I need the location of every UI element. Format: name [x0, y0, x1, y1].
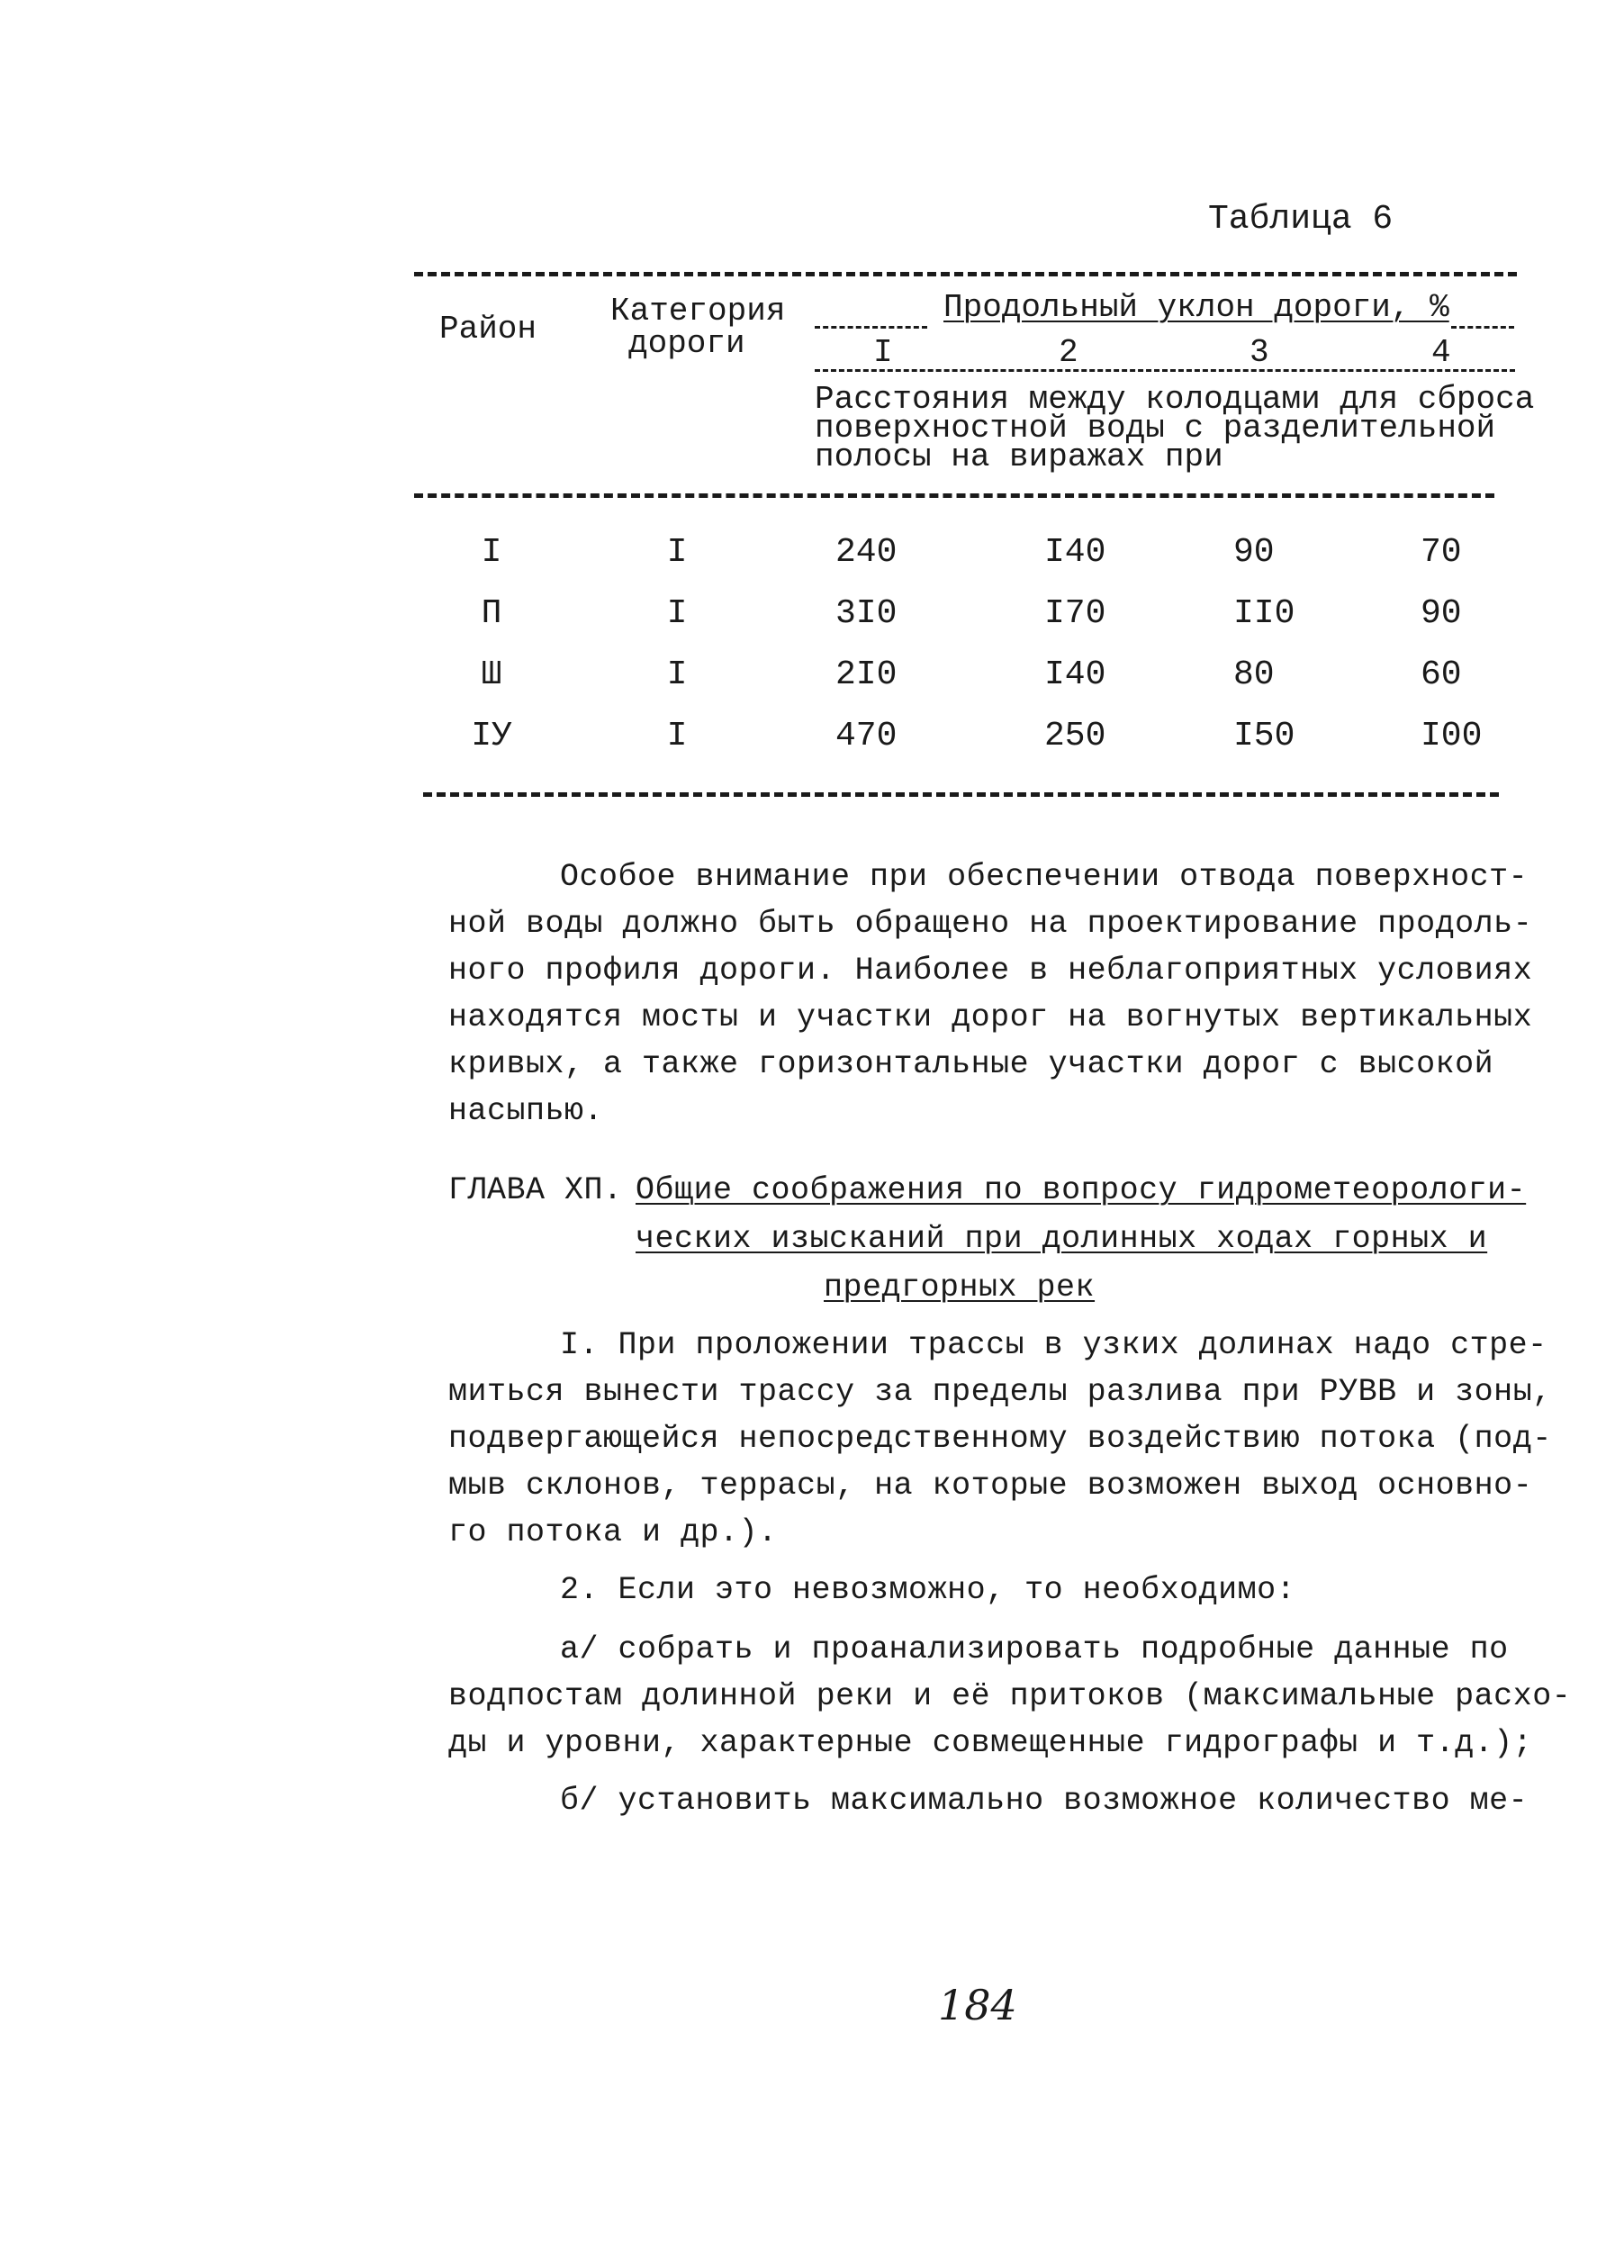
cell-region: П	[481, 594, 502, 633]
cell-region: I	[481, 533, 502, 572]
table-caption: Таблица 6	[1208, 200, 1394, 239]
text-line: кривых, а также горизонтальные участки дорог с высокой	[448, 1046, 1494, 1082]
header-category-line2: дороги	[628, 325, 745, 362]
cell-value: 70	[1421, 533, 1462, 572]
cell-value: 250	[1044, 717, 1106, 755]
header-category-line1: Категория	[610, 293, 786, 330]
header-slope-3: 3	[1250, 334, 1269, 371]
paragraph-item-2b: б/ установить максимально возможное количество ме-	[560, 1783, 1529, 1819]
text-line: подвергающейся непосредственному воздействию потока (под-	[448, 1421, 1552, 1457]
header-distance-line2: поверхностной воды с разделительной	[815, 410, 1496, 447]
header-distance-line3: полосы на виражах при	[815, 438, 1223, 475]
chapter-title-line2: ческих изысканий при долинных ходах горных и	[636, 1221, 1488, 1257]
chapter-title-line3: предгорных рек	[824, 1270, 1096, 1306]
table-top-rule	[414, 272, 1517, 276]
cell-value: I70	[1044, 594, 1106, 633]
cell-value: 90	[1233, 533, 1275, 572]
header-distance-line1: Расстояния между колодцами для сброса	[815, 381, 1535, 418]
header-slope-2: 2	[1059, 334, 1078, 371]
header-slope-group: Продольный уклон дороги, %	[943, 289, 1449, 326]
cell-value: 240	[835, 533, 898, 572]
cell-region: Ш	[481, 655, 502, 694]
header-region: Район	[439, 311, 537, 348]
slope-header-rule	[815, 369, 1515, 372]
page-number: 184	[938, 1981, 1017, 2029]
text-line: го потока и др.).	[448, 1514, 778, 1550]
header-slope-4: 4	[1431, 334, 1451, 371]
text-line: ной воды должно быть обращено на проектирование продоль-	[448, 906, 1533, 942]
cell-value: 3I0	[835, 594, 898, 633]
cell-value: 60	[1421, 655, 1462, 694]
cell-value: I40	[1044, 655, 1106, 694]
cell-category: I	[666, 655, 688, 694]
paragraph-item-2: 2. Если это невозможно, то необходимо:	[560, 1572, 1296, 1608]
group-header-dash-right	[1451, 326, 1514, 329]
text-line: ды и уровни, характерные совмещенные гидрографы и т.д.);	[448, 1725, 1533, 1761]
group-header-dash-left	[815, 326, 927, 329]
cell-value: II0	[1233, 594, 1295, 633]
cell-category: I	[666, 533, 688, 572]
cell-value: 2I0	[835, 655, 898, 694]
cell-value: I00	[1421, 717, 1483, 755]
cell-value: I50	[1233, 717, 1295, 755]
text-line: водпостам долинной реки и её притоков (максимальные расхо-	[448, 1678, 1572, 1714]
text-line: Особое внимание при обеспечении отвода поверхност-	[560, 859, 1529, 895]
chapter-label: ГЛАВА ХП.	[448, 1172, 623, 1208]
cell-value: I40	[1044, 533, 1106, 572]
cell-value: 90	[1421, 594, 1462, 633]
text-line: миться вынести трассу за пределы разлива при РУВВ и зоны,	[448, 1374, 1552, 1410]
header-slope-1: I	[873, 334, 893, 371]
text-line: ного профиля дороги. Наиболее в неблагоприятных условиях	[448, 953, 1533, 989]
chapter-title-line1: Общие соображения по вопросу гидрометеорологи-	[636, 1172, 1527, 1208]
text-line: I. При проложении трассы в узких долинах надо стре-	[560, 1327, 1547, 1363]
text-line: насыпью.	[448, 1093, 604, 1129]
cell-value: 470	[835, 717, 898, 755]
cell-category: I	[666, 717, 688, 755]
text-line: мыв склонов, террасы, на которые возможен выход основно-	[448, 1468, 1533, 1504]
cell-value: 80	[1233, 655, 1275, 694]
header-bottom-rule	[414, 493, 1494, 498]
text-line: а/ собрать и проанализировать подробные данные по	[560, 1631, 1509, 1667]
table-bottom-rule	[423, 792, 1499, 797]
text-line: находятся мосты и участки дорог на вогнутых вертикальных	[448, 999, 1533, 1035]
cell-category: I	[666, 594, 688, 633]
cell-region: IУ	[471, 717, 512, 755]
